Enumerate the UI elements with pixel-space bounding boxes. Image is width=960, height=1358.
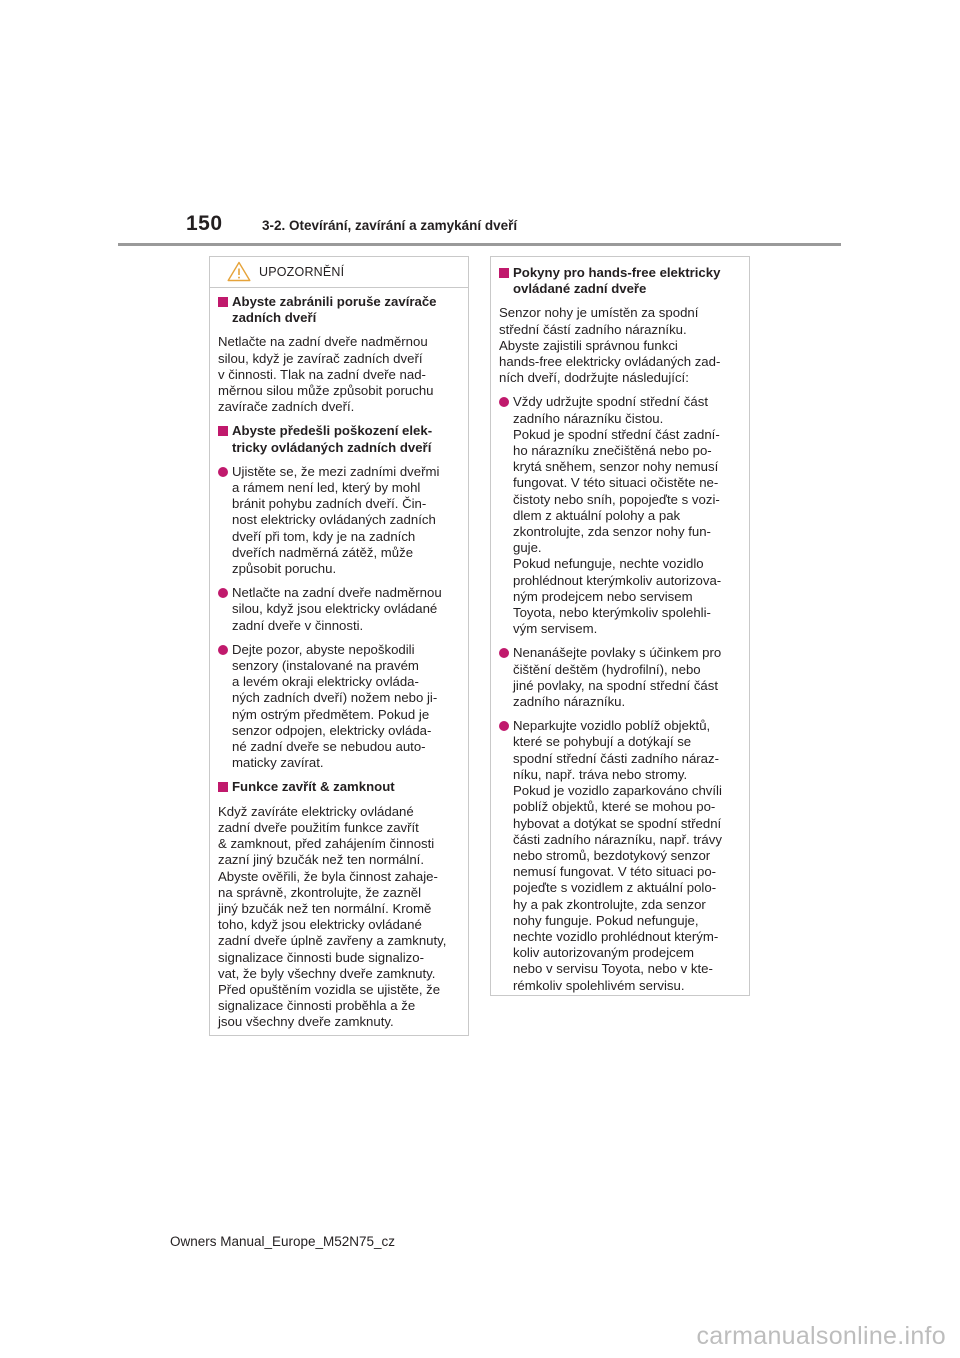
text-line: silou, když je zavírač zadních dveří (218, 350, 423, 366)
text-line: části zadního nárazníku, např. trávy (513, 831, 722, 847)
text-line: hy a pak zkontrolujte, zda senzor (513, 896, 706, 912)
text-line: prohlédnout kterýmkoliv autorizova- (513, 572, 722, 588)
warning-triangle-icon (227, 261, 251, 282)
text-line: zadní dveře úplně zavřeny a zamknuty, (218, 933, 447, 949)
bullet-text (232, 464, 439, 577)
heading-line: tricky ovládaných zadních dveří (232, 439, 432, 455)
text-line: Netlačte na zadní dveře nadměrnou (232, 585, 442, 601)
text-line: silou, když jsou elektricky ovládané (232, 601, 438, 617)
bullet-item (218, 585, 460, 634)
text-line: dlem z aktuální polohy a pak (513, 507, 681, 523)
bullet-item (499, 645, 741, 710)
text-line: měrnou silou může způsobit poruchu (218, 383, 434, 399)
section-heading (218, 779, 460, 795)
text-line: senzor odpojen, elektricky ovláda- (232, 722, 432, 738)
text-line: a rámem není led, který by mohl (232, 480, 421, 496)
text-line: nechte vozidlo prohlédnout kterým- (513, 928, 719, 944)
bullet-item (218, 464, 460, 577)
text-line: zkontrolujte, zda senzor nohy fun- (513, 524, 711, 540)
bullet-text (513, 394, 721, 637)
text-line: Abyste ověřili, že byla činnost zahaje- (218, 868, 438, 884)
square-bullet-icon (218, 426, 228, 436)
heading-line: ovládané zadní dveře (513, 281, 647, 297)
section-heading (499, 265, 741, 297)
text-line: Neparkujte vozidlo poblíž objektů, (513, 718, 711, 734)
round-bullet-icon (218, 645, 228, 655)
section-heading (218, 423, 460, 455)
text-line: zavírače zadních dveří. (218, 399, 355, 415)
round-bullet-icon (499, 397, 509, 407)
caution-label: UPOZORNĚNÍ (259, 265, 345, 279)
text-line: rémkoliv spolehlivém servisu. (513, 977, 685, 993)
text-line: signalizace činnosti bude signalizo- (218, 949, 424, 965)
text-line: zadní dveře použitím funkce zavřít (218, 819, 419, 835)
paragraph (218, 334, 460, 415)
square-bullet-icon (218, 297, 228, 307)
bullet-text (232, 585, 442, 634)
text-line: čištění deštěm (hydrofilní), nebo (513, 661, 701, 677)
text-line: & zamknout, před zahájením činnosti (218, 836, 435, 852)
text-line: hybovat a dotýkat se spodní střední (513, 815, 722, 831)
text-line: Pokud nefunguje, nechte vozidlo (513, 556, 704, 572)
caution-header (210, 257, 468, 288)
square-bullet-icon (218, 782, 228, 792)
text-line: nemusí fungovat. V této situaci po- (513, 864, 717, 880)
round-bullet-icon (218, 467, 228, 477)
text-line: dveří při tom, kdy je na zadních (232, 528, 416, 544)
text-line: jiný bzučák než ten normální. Kromě (218, 900, 432, 916)
footer-manual-id: Owners Manual_Europe_M52N75_cz (169, 1234, 396, 1249)
text-line: krytá sněhem, senzor nohy nemusí (513, 459, 719, 475)
paragraph (499, 305, 741, 386)
text-line: Ujistěte se, že mezi zadními dveřmi (232, 463, 440, 479)
text-line: né zadní dveře se nebudou auto- (232, 739, 426, 755)
text-line: střední částí zadního nárazníku. (499, 321, 687, 337)
header-rule (118, 243, 841, 246)
text-line: Když zavíráte elektricky ovládané (218, 803, 414, 819)
text-line: čistoty nebo sníh, popojeďte s vozi- (513, 491, 720, 507)
text-line: vým servisem. (513, 621, 598, 637)
text-line: poblíž objektů, které se mohou po- (513, 799, 716, 815)
heading-line: Pokyny pro hands-free elektricky (513, 265, 721, 280)
round-bullet-icon (499, 721, 509, 731)
text-line: bránit pohybu zadních dveří. Čin- (232, 496, 427, 512)
heading-line: zadních dveří (232, 310, 317, 326)
text-line: zadního nárazníku čistou. (513, 410, 664, 426)
text-line: ních dveří, dodržujte následující: (499, 370, 689, 386)
text-line: Dejte pozor, abyste nepoškodili (232, 641, 415, 657)
text-line: Vždy udržujte spodní střední část (513, 394, 708, 410)
section-heading-text (513, 265, 720, 297)
text-line: toho, když jsou elektricky ovládané (218, 917, 422, 933)
text-line: nohy funguje. Pokud nefunguje, (513, 912, 699, 928)
watermark: carmanualsonline.info (696, 1322, 946, 1350)
text-line: Netlačte na zadní dveře nadměrnou (218, 334, 428, 350)
text-line: signalizace činnosti proběhla a že (218, 998, 416, 1014)
section-heading-text (232, 294, 437, 326)
text-line: guje. (513, 540, 542, 556)
text-line: jiné povlaky, na spodní střední část (513, 677, 719, 693)
section-title: 3-2. Otevírání, zavírání a zamykání dveří (262, 218, 518, 233)
text-line: nebo stromů, bezdotykový senzor (513, 847, 711, 863)
text-line: Pokud je spodní střední část zadní- (513, 426, 720, 442)
text-line: maticky zavírat. (232, 755, 324, 771)
text-line: senzory (instalované na pravém (232, 658, 419, 674)
text-line: a levém okraji elektricky ovláda- (232, 674, 419, 690)
section-heading-text (232, 779, 395, 795)
text-line: Před opuštěním vozidla se ujistěte, že (218, 981, 441, 997)
text-line: spodní střední části zadního náraz- (513, 750, 719, 766)
bullet-text (513, 718, 722, 993)
text-line: nost elektricky ovládaných zadních (232, 512, 436, 528)
text-line: zazní jiný bzučák než ten normální. (218, 852, 424, 868)
bullet-text (232, 642, 437, 772)
text-line: Nenanášejte povlaky s účinkem pro (513, 645, 722, 661)
text-line: způsobit poruchu. (232, 561, 337, 577)
info-content (491, 257, 749, 994)
paragraph (218, 804, 460, 1031)
text-line: Senzor nohy je umístěn za spodní (499, 305, 699, 321)
text-line: Pokud je vozidlo zaparkováno chvíli (513, 783, 722, 799)
round-bullet-icon (499, 648, 509, 658)
text-line: ným ostrým předmětem. Pokud je (232, 706, 430, 722)
bullet-item (499, 718, 741, 993)
bullet-item (499, 394, 741, 637)
text-line: koliv autorizovaným prodejcem (513, 945, 695, 961)
text-line: na správně, zkontrolujte, že zazněl (218, 884, 422, 900)
caution-content (210, 288, 468, 1031)
text-line: dveřích nadměrná zátěž, může (232, 544, 414, 560)
text-line: pojeďte s vozidlem z aktuální polo- (513, 880, 717, 896)
text-line: jsou všechny dveře zamknuty. (218, 1014, 394, 1030)
text-line: nebo v servisu Toyota, nebo v kte- (513, 961, 713, 977)
heading-line: Funkce zavřít & zamknout (232, 779, 395, 795)
text-line: fungovat. V této situaci očistěte ne- (513, 475, 719, 491)
square-bullet-icon (499, 268, 509, 278)
section-heading (218, 294, 460, 326)
text-line: zadní dveře v činnosti. (232, 617, 364, 633)
page-number: 150 (186, 212, 223, 235)
heading-line: Abyste zabránili poruše zavírače (232, 294, 437, 309)
text-line: zadního nárazníku. (513, 694, 626, 710)
text-line: ných zadních dveří) nožem nebo ji- (232, 690, 438, 706)
section-heading-text (232, 423, 432, 455)
text-line: Abyste zajistili správnou funkci (499, 337, 678, 353)
text-line: které se pohybují a dotýkají se (513, 734, 692, 750)
text-line: níku, např. tráva nebo stromy. (513, 766, 688, 782)
round-bullet-icon (218, 588, 228, 598)
bullet-item (218, 642, 460, 772)
text-line: hands-free elektricky ovládaných zad- (499, 354, 721, 370)
text-line: Toyota, nebo kterýmkoliv spolehli- (513, 605, 711, 621)
text-line: vat, že byly všechny dveře zamknuty. (218, 965, 436, 981)
heading-line: Abyste předešli poškození elek- (232, 423, 433, 439)
text-line: ným prodejcem nebo servisem (513, 588, 693, 604)
text-line: ho nárazníku znečištěná nebo po- (513, 443, 712, 459)
text-line: v činnosti. Tlak na zadní dveře nad- (218, 366, 426, 382)
info-box (490, 256, 750, 996)
bullet-text (513, 645, 721, 710)
caution-box (209, 256, 469, 1036)
